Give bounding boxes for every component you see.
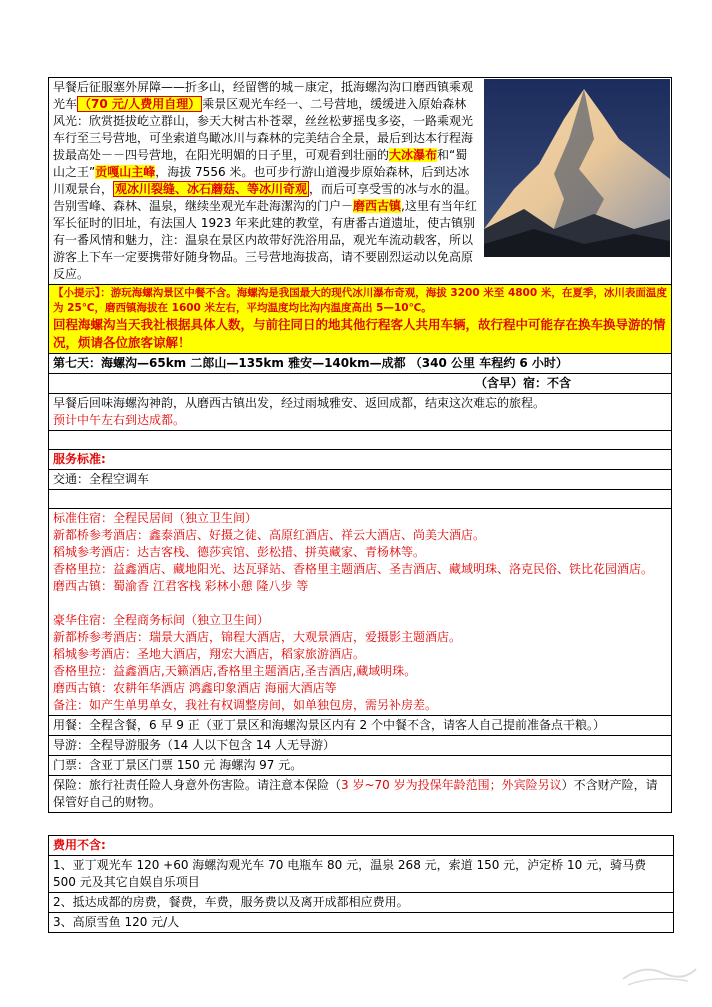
itinerary-page (48, 77, 672, 933)
day6-tip (53, 286, 667, 316)
excluded-item: 3、高原雪鱼 120 元/人 (53, 915, 180, 929)
service-guide: 导游：全程导游服务（14 人以下包含 14 人无导游） (49, 736, 672, 756)
day6-and: 和“蜀山之王” (53, 148, 468, 179)
day7-title: 第七天：海螺沟—65km 二郎山—135km 雅安—140km—成都 （340 公里 车程约 6 小时） (49, 354, 672, 374)
day6-tip-label: 【小提示】： (53, 287, 111, 299)
day6-after-fee: 乘景区观光车经一、二号营地，缓缓进入原始森林风光：欣赏挺拔屹立群山，参天大树古朴苍翠，丝丝松萝摇曳多姿，一路乘观光车行至三号营地，可坐索道鸟瞰冰川与森林的完美结合全景，最后到达本行程海拔最高处－－四号营地，在阳光明媚的日子里，可观看到壮丽的 (53, 97, 474, 162)
empty-row (49, 431, 672, 450)
deluxe-line: 香格里拉：益鑫酒店,天籁酒店,香格里主题酒店,圣吉酒店,藏域明珠。 (53, 664, 417, 678)
day7-meals: （含早）宿：不含 (49, 374, 672, 394)
day6-gongga: 贡嘎山主峰 (95, 165, 156, 179)
standard-title: 标准住宿：全程民居间（独立卫生间） (53, 511, 258, 525)
day6-fee: （70 元/人费用自理） (79, 97, 201, 111)
day6-mid2: ，而后可享受雪的冰与水的温。告别雪峰、森林、温泉，继续坐观光车赴海潔沟的门户－ (53, 182, 478, 213)
service-meals: 用餐：全程含餐，6 早 9 正（亚丁景区和海螺沟景区内有 2 个中餐不含，请客人自己提前准备点干粮。） (49, 716, 672, 736)
day6-tip-text: 游玩海螺沟景区中餐不含。海螺沟是我国最大的现代冰川瀑布奇观，海拔 3200 米至 4800 米，在夏季，冰川表面温度为 25℃，磨西镇海拔在 1600 米左右，平均温度均比沟内温度高出 5—10℃。 (53, 287, 667, 314)
deluxe-title: 豪华住宿：全程商务标间（独立卫生间） (53, 613, 270, 627)
snow-mountain-photo (484, 79, 670, 257)
day6-moxi: 磨西古镇 (353, 199, 402, 213)
empty-row (49, 490, 672, 509)
day7-desc: 早餐后回味海螺沟神韵，从磨西古镇出发，经过雨城雅安、返回成都，结束这次难忘的旅程。 (53, 396, 546, 410)
service-heading: 服务标准: (49, 450, 672, 470)
deluxe-line: 新都桥参考酒店：瑞景大酒店，锦程大酒店，大观景酒店，爱摄影主题酒店。 (53, 630, 462, 644)
standard-line: 磨西古镇：蜀渝香 江君客栈 彩林小憩 隆八步 等 (53, 579, 309, 593)
standard-line: 稻城参考酒店：达吉客栈、德莎宾馆、彭松措、拼英藏家、青杨林等。 (53, 545, 426, 559)
day7-desc-cell (49, 394, 672, 431)
service-transport: 交通：全程空调车 (49, 470, 672, 490)
itinerary-table (48, 77, 672, 813)
insurance-red: 3 岁~70 岁为投保年龄范围；外宾险另议 (341, 778, 562, 792)
deluxe-line: 稻城参考酒店：圣地大酒店，翔宏大酒店，稻家旅游酒店。 (53, 647, 366, 661)
day6-tip-cell (49, 285, 672, 354)
site-watermark-logo (618, 959, 698, 989)
excluded-title: 费用不含: (49, 836, 673, 856)
insurance-b: ）不含财产险，请保管好自己的财物。 (53, 778, 658, 809)
deluxe-line: 备注：如产生单男单女，我社有权调整房间，如单独包房，需另补房差。 (53, 698, 438, 712)
service-insurance (49, 776, 672, 813)
day6-intro: 早餐后征服塞外屏障——折多山，经留辔的城－康定，抵海螺沟沟口磨西镇乘观光车 (53, 80, 474, 111)
day6-glacier: 观冰川裂缝、冰石蘑菇、等冰川奇观 (115, 182, 308, 196)
deluxe-line: 磨西古镇：农耕年华酒店 鸿鑫印象酒店 海丽大酒店等 (53, 681, 337, 695)
day7-arrive: 预计中午左右到达成都。 (53, 413, 186, 427)
day6-end: ,这里有当年红军长征时的旧址，有法国人 1923 年来此建的教堂，有唐番古道遗址，使古镇别有一番风情和魅力，注：温泉在景区内故带好洗浴用品，观光车流动载客，所以游客上下车一定要携带好随身物品。三号营地海拔高，请不要剧烈运动以免高原反应。 (53, 199, 477, 281)
day6-tip-big: 回程海螺沟当天我社根据具体人数，与前往同日的地其他行程客人共用车辆，故行程中可能存在换车换导游的情况，烦请各位旅客谅解！ (53, 317, 666, 350)
standard-line: 香格里拉：益鑫酒店、藏地阳光、达瓦驿站、香格里主题酒店、圣吉酒店、藏域明珠、洛克民俗、铁比花园酒店。 (53, 562, 654, 576)
day6-falls: 大冰瀑布 (389, 148, 438, 162)
excluded-item: 2、抵达成都的房费，餐费，车费，服务费以及离开成都相应费用。 (49, 893, 673, 913)
day6-description-cell (49, 78, 672, 285)
standard-line: 新都桥参考酒店：鑫泰酒店、好摄之徒、高原红酒店、祥云大酒店、尚美大酒店。 (53, 528, 486, 542)
spacer (53, 595, 667, 612)
service-lodging-cell (49, 509, 672, 716)
day6-mid: ，海拔 7556 米。也可步行游山道漫步原始森林，后到达冰川观景台， (53, 165, 470, 196)
service-tickets: 门票：含亚丁景区门票 150 元 海螺沟 97 元。 (49, 756, 672, 776)
excluded-item: 1、亚丁观光车 120 +60 海螺沟观光车 70 电瓶车 80 元，温泉 268 元，索道 150 元，泸定桥 10 元，骑马费 500 元及其它自娱自乐项目 (49, 856, 673, 893)
excluded-costs (48, 835, 674, 933)
insurance-a: 保险：旅行社责任险人身意外伤害险。请注意本保险（ (53, 778, 342, 792)
